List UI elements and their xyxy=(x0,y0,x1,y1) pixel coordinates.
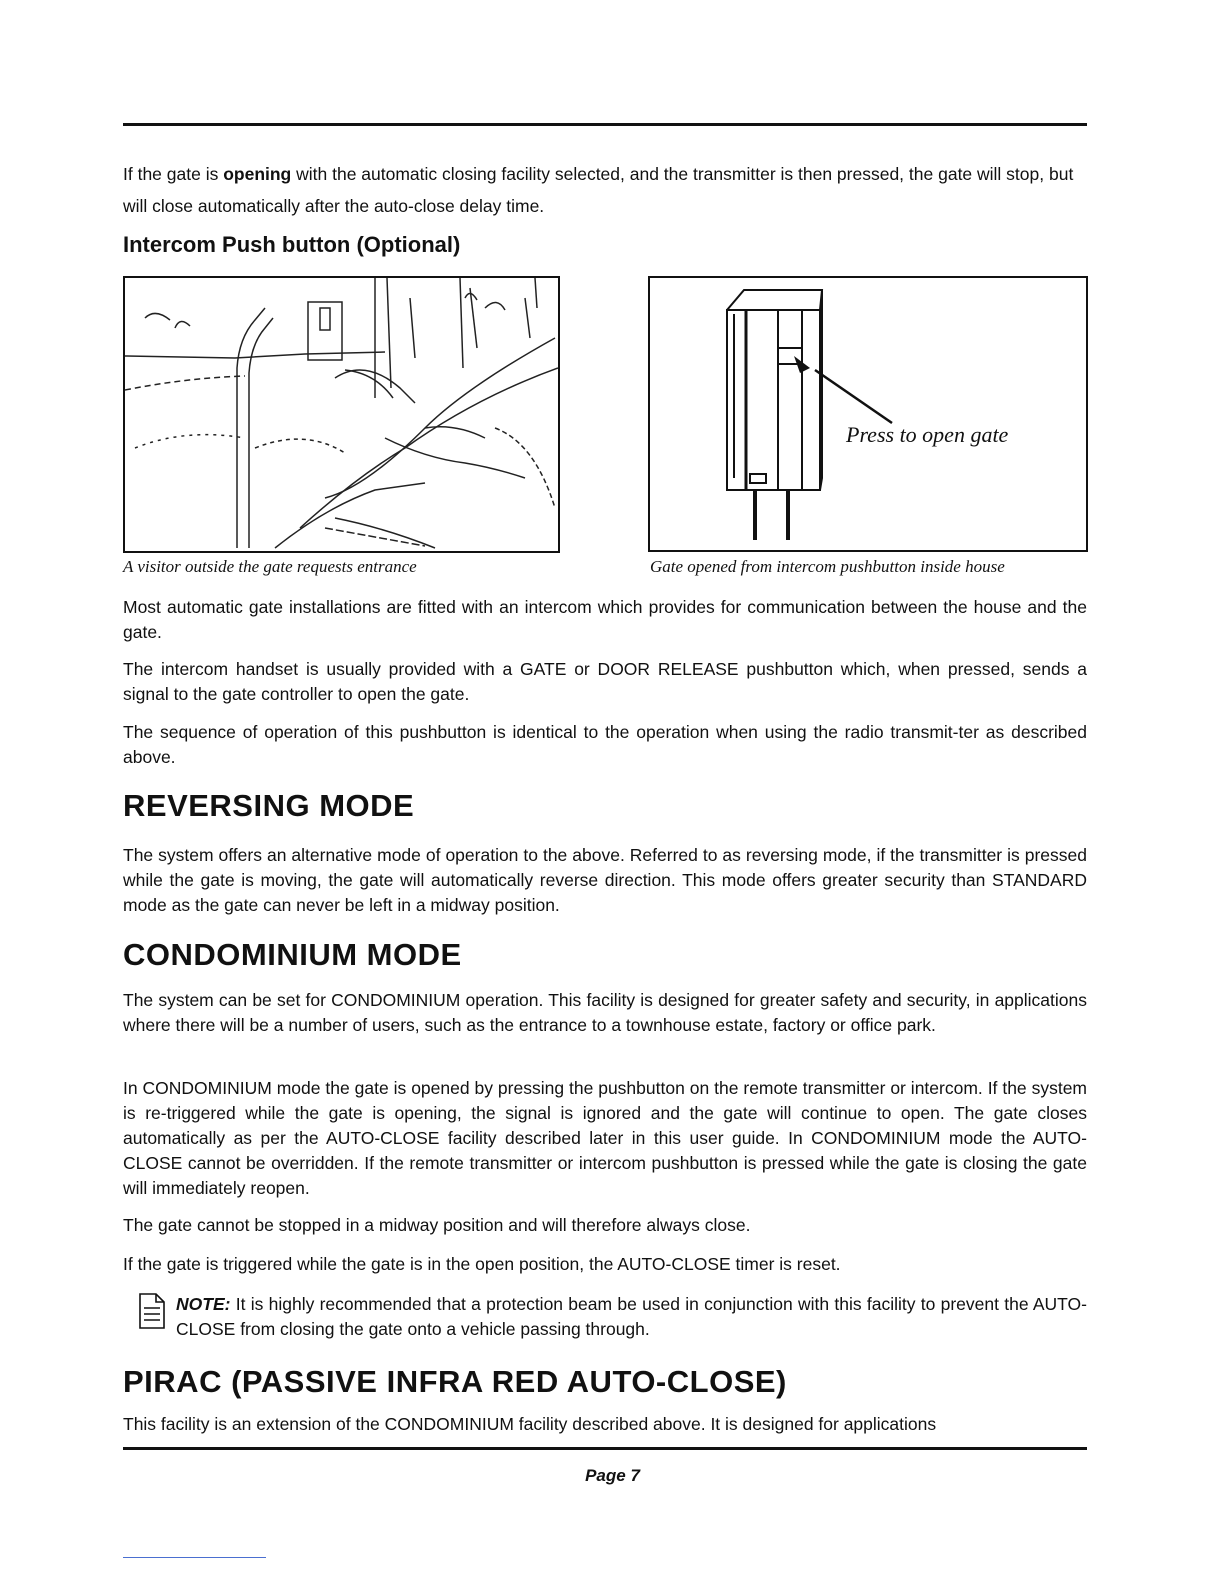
visitor-sketch-illustration xyxy=(125,278,558,551)
condominium-paragraph-3: The gate cannot be stopped in a midway position and will therefore always close. xyxy=(123,1215,751,1235)
condominium-paragraph-4: If the gate is triggered while the gate is in the open position, the AUTO-CLOSE timer is reset. xyxy=(123,1254,841,1274)
pirac-paragraph: This facility is an extension of the CONDOMINIUM facility described above. It is designed for applications xyxy=(123,1414,937,1434)
note-paragraph: NOTE: It is highly recommended that a protection beam be used in conjunction with this facility to prevent the AUTO-CLOSE from closing the gate onto a vehicle passing through. xyxy=(176,1294,1087,1339)
intercom-figure xyxy=(648,276,1088,552)
note-icon xyxy=(138,1292,166,1330)
visitor-figure xyxy=(123,276,560,553)
pirac-heading: PIRAC (PASSIVE INFRA RED AUTO-CLOSE) xyxy=(123,1364,787,1399)
bottom-rule xyxy=(123,1447,1087,1450)
intercom-paragraph-3: The sequence of operation of this pushbutton is identical to the operation when using the radio transmit-ter as described above. xyxy=(123,722,1087,767)
note-label: NOTE: xyxy=(176,1294,231,1314)
condominium-mode-heading: CONDOMINIUM MODE xyxy=(123,937,462,972)
intro-paragraph: If the gate is opening with the automatic closing facility selected, and the transmitter is then pressed, the gate will stop, but will close automatically after the auto-close delay time. xyxy=(123,164,1074,216)
bottom-edge-line xyxy=(123,1557,266,1558)
intercom-figure-caption: Gate opened from intercom pushbutton inside house xyxy=(650,557,1005,576)
condominium-paragraph-1: The system can be set for CONDOMINIUM operation. This facility is designed for greater safety and security, in applications where there will be a number of users, such as the entrance to a townhouse estate, factory or office park. xyxy=(123,990,1087,1035)
visitor-figure-caption: A visitor outside the gate requests entrance xyxy=(123,557,417,576)
intercom-heading: Intercom Push button (Optional) xyxy=(123,232,461,257)
intercom-paragraph-1: Most automatic gate installations are fitted with an intercom which provides for communication between the house and the gate. xyxy=(123,597,1087,642)
press-to-open-label: Press to open gate xyxy=(846,422,1009,447)
page-number: Page 7 xyxy=(585,1466,640,1485)
intercom-paragraph-2: The intercom handset is usually provided with a GATE or DOOR RELEASE pushbutton which, when pressed, sends a signal to the gate controller to open the gate. xyxy=(123,659,1087,704)
reversing-mode-heading: REVERSING MODE xyxy=(123,788,415,823)
intercom-handset-illustration xyxy=(650,278,1086,550)
condominium-paragraph-2: In CONDOMINIUM mode the gate is opened by pressing the pushbutton on the remote transmitter or intercom. If the system is re-triggered while the gate is opening, the signal is ignored and the gate will continue to open. The gate closes automatically as per the AUTO-CLOSE facility described later in this user guide. In CONDOMINIUM mode the AUTO-CLOSE cannot be overridden. If the remote transmitter or intercom pushbutton is pressed while the gate is closing the gate will immediately reopen. xyxy=(123,1078,1087,1198)
top-rule xyxy=(123,123,1087,126)
reversing-mode-paragraph: The system offers an alternative mode of operation to the above. Referred to as reversing mode, if the transmitter is pressed while the gate is moving, the gate will automatically reverse direction. This mode offers greater security than STANDARD mode as the gate can never be left in a midway position. xyxy=(123,845,1087,915)
